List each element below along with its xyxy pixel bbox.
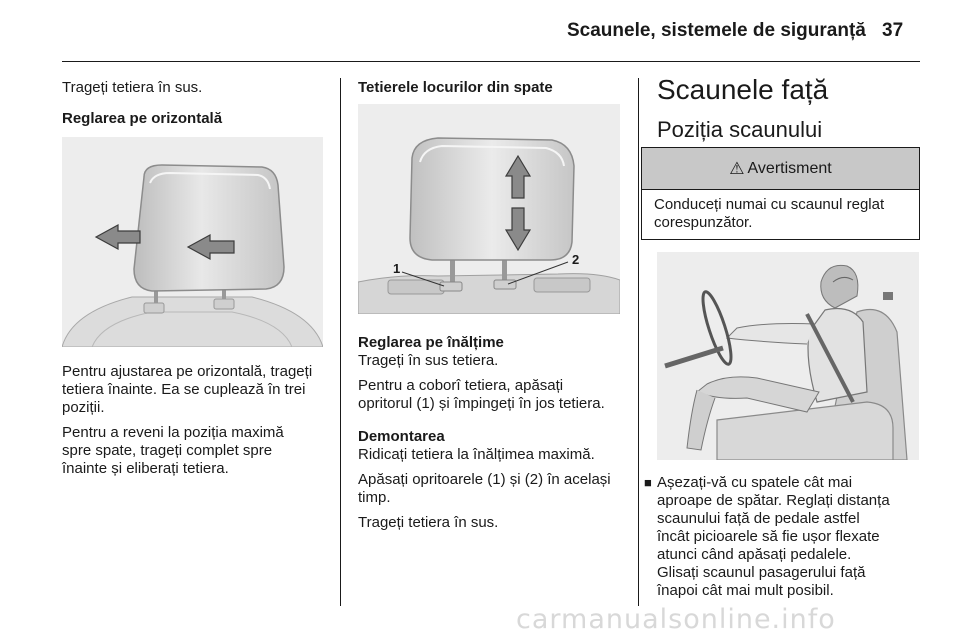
column-divider-1	[340, 78, 341, 606]
page-header	[62, 0, 920, 62]
warning-title: Avertisment	[747, 159, 832, 177]
paragraph-horizontal-adjust: Pentru ajustarea pe orizontală, trageți tetiera înainte. Ea se cuplează în trei poziții.	[62, 363, 313, 416]
paragraph-remove-1: Ridicați tetiera la înălțimea maximă.	[358, 446, 595, 463]
callout-2: 2	[572, 252, 580, 267]
warning-triangle-icon: ⚠	[729, 158, 745, 178]
subheading-rear-headrests: Tetierele locurilor din spate	[358, 79, 553, 96]
warning-header	[642, 148, 919, 190]
heading-seat-position: Poziția scaunului	[657, 117, 823, 142]
rear-headrest-illustration	[358, 104, 620, 314]
paragraph-lower: Pentru a coborî tetiera, apăsați opritorul (1) și împingeți în jos tetiera.	[358, 377, 605, 412]
watermark: carmanualsonline.info	[516, 604, 836, 635]
headrest-horizontal-illustration	[62, 137, 323, 347]
warning-text: Conduceți numai cu scaunul reglat corespunzător.	[654, 196, 885, 231]
subheading-horizontal: Reglarea pe orizontală	[62, 110, 223, 127]
warning-box	[641, 147, 920, 240]
paragraph-return-position: Pentru a reveni la poziția maximă spre spate, trageți complet spre înainte și eliberați tetiera.	[62, 424, 284, 477]
paragraph-height: Trageți în sus tetiera.	[358, 352, 499, 369]
paragraph-remove-2: Apăsați opritoarele (1) și (2) în același timp.	[358, 471, 611, 506]
subheading-remove: Demontarea	[358, 428, 445, 445]
bullet-marker: ■	[644, 475, 652, 490]
column-divider-2	[638, 78, 639, 606]
subheading-height: Reglarea pe înălțime	[358, 334, 504, 351]
page-number: 37	[882, 20, 904, 41]
callout-1: 1	[393, 261, 401, 276]
section-title: Scaunele, sistemele de siguranță	[567, 20, 866, 41]
heading-front-seats: Scaunele față	[657, 74, 829, 105]
paragraph-remove-3: Trageți tetiera în sus.	[358, 514, 499, 531]
seating-position-illustration	[657, 252, 919, 460]
instruction-text: Trageți tetiera în sus.	[62, 79, 203, 96]
bullet-text: Așezați-vă cu spatele cât mai aproape de spătar. Reglați distanța scaunului față de pedale astfel încât picioarele să fie ușor flexate atunci când apăsați pedalele. Glisați scaunul pasagerului față înapoi cât mai mult posibil.	[657, 474, 890, 599]
